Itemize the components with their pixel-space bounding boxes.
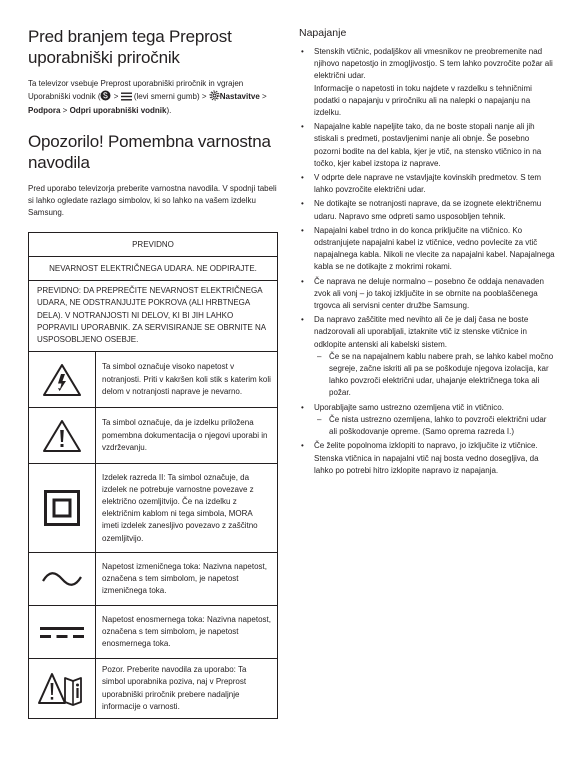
table-row [29, 352, 278, 408]
list-item [299, 402, 555, 439]
intro-text-d: > [259, 92, 267, 102]
list-item: • Ne dotikajte se notranjosti naprave, da se izognete električnemu udaru. Napravo sme odpreti samo usposobljen tehnik. [299, 198, 555, 222]
list-item: • Če želite popolnoma izklopiti to napravo, jo izključite iz vtičnice. Stenska vtičnica in napajalni vtič naj bosta vedno dosegljiva, da lahko po potrebi hitro izklopite napravo iz napajanja. [299, 440, 555, 477]
intro-text-b: > [111, 92, 121, 102]
right-column [299, 27, 555, 479]
safety-symbols-table [28, 232, 278, 719]
list-item: • Če naprava ne deluje normalno – posebno če oddaja nenavaden zvok ali vonj – jo takoj izključite in se obrnite na pooblaščenega trgovca ali servisni center družbe Samsung. [299, 276, 555, 313]
class-ii-double-square-icon [29, 464, 96, 553]
table-row [29, 659, 278, 719]
list-item: • V odprte dele naprave ne vstavljajte kovinskih predmetov. S tem lahko povzročite električni udar. [299, 172, 555, 196]
list-item [299, 314, 555, 399]
list-item: • Napajalni kabel trdno in do konca priključite na vtičnico. Ko odstranjujete napajalni kabel iz vtičnice, vedno povlecite za vtič napajalnega kabla. Nikoli ne vlecite za napajalni kabel. Napajalnega kabla se ne dotikajte z mokrimi rokami. [299, 225, 555, 274]
menu-icon [121, 92, 132, 105]
intro-open-guide-bold: Odpri uporabniški vodnik [69, 106, 167, 116]
sub-list-item: – Če nista ustrezno ozemljena, lahko to povzroči električni udar ali poškodovanje opreme. (Samo oprema razreda I.) [314, 414, 555, 438]
list-item-text: Stenskih vtičnic, podaljškov ali vmesnikov ne preobremenite nad njihovo napetostjo in zmogljivostjo. S tem lahko povzročite požar ali električni udar. [314, 47, 553, 81]
dc-lines-icon [29, 606, 96, 659]
table-row-danger: NEVARNOST ELEKTRIČNEGA UDARA. NE ODPIRAJTE. [29, 257, 278, 281]
table-row-caution-text: PREVIDNO: DA PREPREČITE NEVARNOST ELEKTRIČNEGA UDARA, NE ODSTRANJUJTE POKROVA (ALI HRBTNEGA DELA). V NOTRANJOSTI NI DELOV, KI BI JIH LAHKO POPRAVILI UPORABNIK. ZA SERVISIRANJE SE OBRNITE NA USPOSOBLJENO OSEBJE. [29, 281, 278, 352]
intro-text-e: > [60, 106, 70, 116]
table-row-text: Ta simbol označuje, da je izdelku priložena pomembna dokumentacija o njegovi uporabi in vzdrževanju. [96, 408, 278, 464]
list-item: • Napajalne kable napeljite tako, da ne boste stopali nanje ali jih stiskali s predmeti, postavljenimi nanje ali obnje. Še posebno pozorni bodite na del kabla, kjer je vtič, na stensko vtičnico in na točko, kjer kabel izstopa iz naprave. [299, 121, 555, 170]
power-heading: Napajanje [299, 27, 347, 39]
left-column [28, 26, 280, 719]
smart-hub-icon [100, 90, 111, 105]
intro-text-a: Ta televizor vsebuje Preprost uporabniški priročnik in vgrajen Uporabniški vodnik ( [28, 79, 244, 102]
power-bullet-list [299, 46, 555, 477]
table-row [29, 464, 278, 553]
read-instructions-icon [29, 659, 96, 719]
ac-sine-wave-icon [29, 553, 96, 606]
intro-support-bold: Podpora [28, 106, 61, 116]
sub-list [314, 414, 555, 438]
list-item-note: Informacije o napetosti in toku najdete v razdelku s tehničnimi podatki o napajanju v priročniku ali na nalepki o napajanju na izdelku. [314, 83, 532, 118]
table-row [29, 606, 278, 659]
list-item-text: Da napravo zaščitite med nevihto ali če je dalj časa ne boste nadzorovali ali uporabljali, iztaknite vtič iz stenske vtičnice in odklopite antenski ali kabelski sistem. [314, 315, 529, 349]
exclamation-triangle-icon [29, 408, 96, 464]
sub-list-item: – Če se na napajalnem kablu nabere prah, se lahko kabel močno segreje, začne iskriti ali pa se poškoduje njegova izolacija, kar lahko povzroči električni udar, uhajanje električnega toka ali požar. [314, 351, 555, 400]
table-row-text: Napetost izmeničnega toka: Nazivna napetost, označena s tem simbolom, je napetost izmeničnega toka. [96, 553, 278, 606]
table-row-text: Izdelek razreda II: Ta simbol označuje, da izdelek ne potrebuje varnostne povezave z električno ozemljitvijo. Če na izdelku z električnim kablom ni tega simbola, MORA imeti izdelek zanesljivo povezavo z zaščitno ozemljitvijo. [96, 464, 278, 553]
table-row-text: Napetost enosmernega toka: Nazivna napetost, označena s tem simbolom, je napetost enosmernega toka. [96, 606, 278, 659]
warning-intro-paragraph: Pred uporabo televizorja preberite varnostna navodila. V spodnji tabeli si lahko ogledate razlago simbolov, ki so lahko na vašem izdelku Samsung. [28, 183, 277, 218]
section-title-before-reading: Pred branjem tega Preprost uporabniški priročnik [28, 27, 232, 67]
table-row-text: Ta simbol označuje visoko napetost v notranjosti. Priti v kakršen koli stik s katerim koli delom v notranjosti naprave je nevarno. [96, 352, 278, 408]
intro-paragraph [28, 78, 280, 118]
table-header-caution: PREVIDNO [29, 233, 278, 257]
section-title-warning: Opozorilo! Pomembna varnostna navodila [28, 131, 271, 172]
intro-text-c: (levi smerni gumb) > [131, 92, 209, 102]
lightning-triangle-icon [29, 352, 96, 408]
gear-icon [209, 90, 220, 105]
intro-text-f: ). [166, 106, 172, 116]
table-row [29, 553, 278, 606]
intro-settings-bold: Nastavitve [219, 92, 260, 102]
list-item [299, 46, 555, 119]
list-item-text: Uporabljajte samo ustrezno ozemljena vtič in vtičnico. [314, 402, 504, 412]
table-row [29, 408, 278, 464]
table-row-text: Pozor. Preberite navodila za uporabo: Ta simbol uporabnika poziva, naj v Preprost uporabniški priročnik prebere nadaljnje informacije o varnosti. [96, 659, 278, 719]
sub-list [314, 351, 555, 400]
